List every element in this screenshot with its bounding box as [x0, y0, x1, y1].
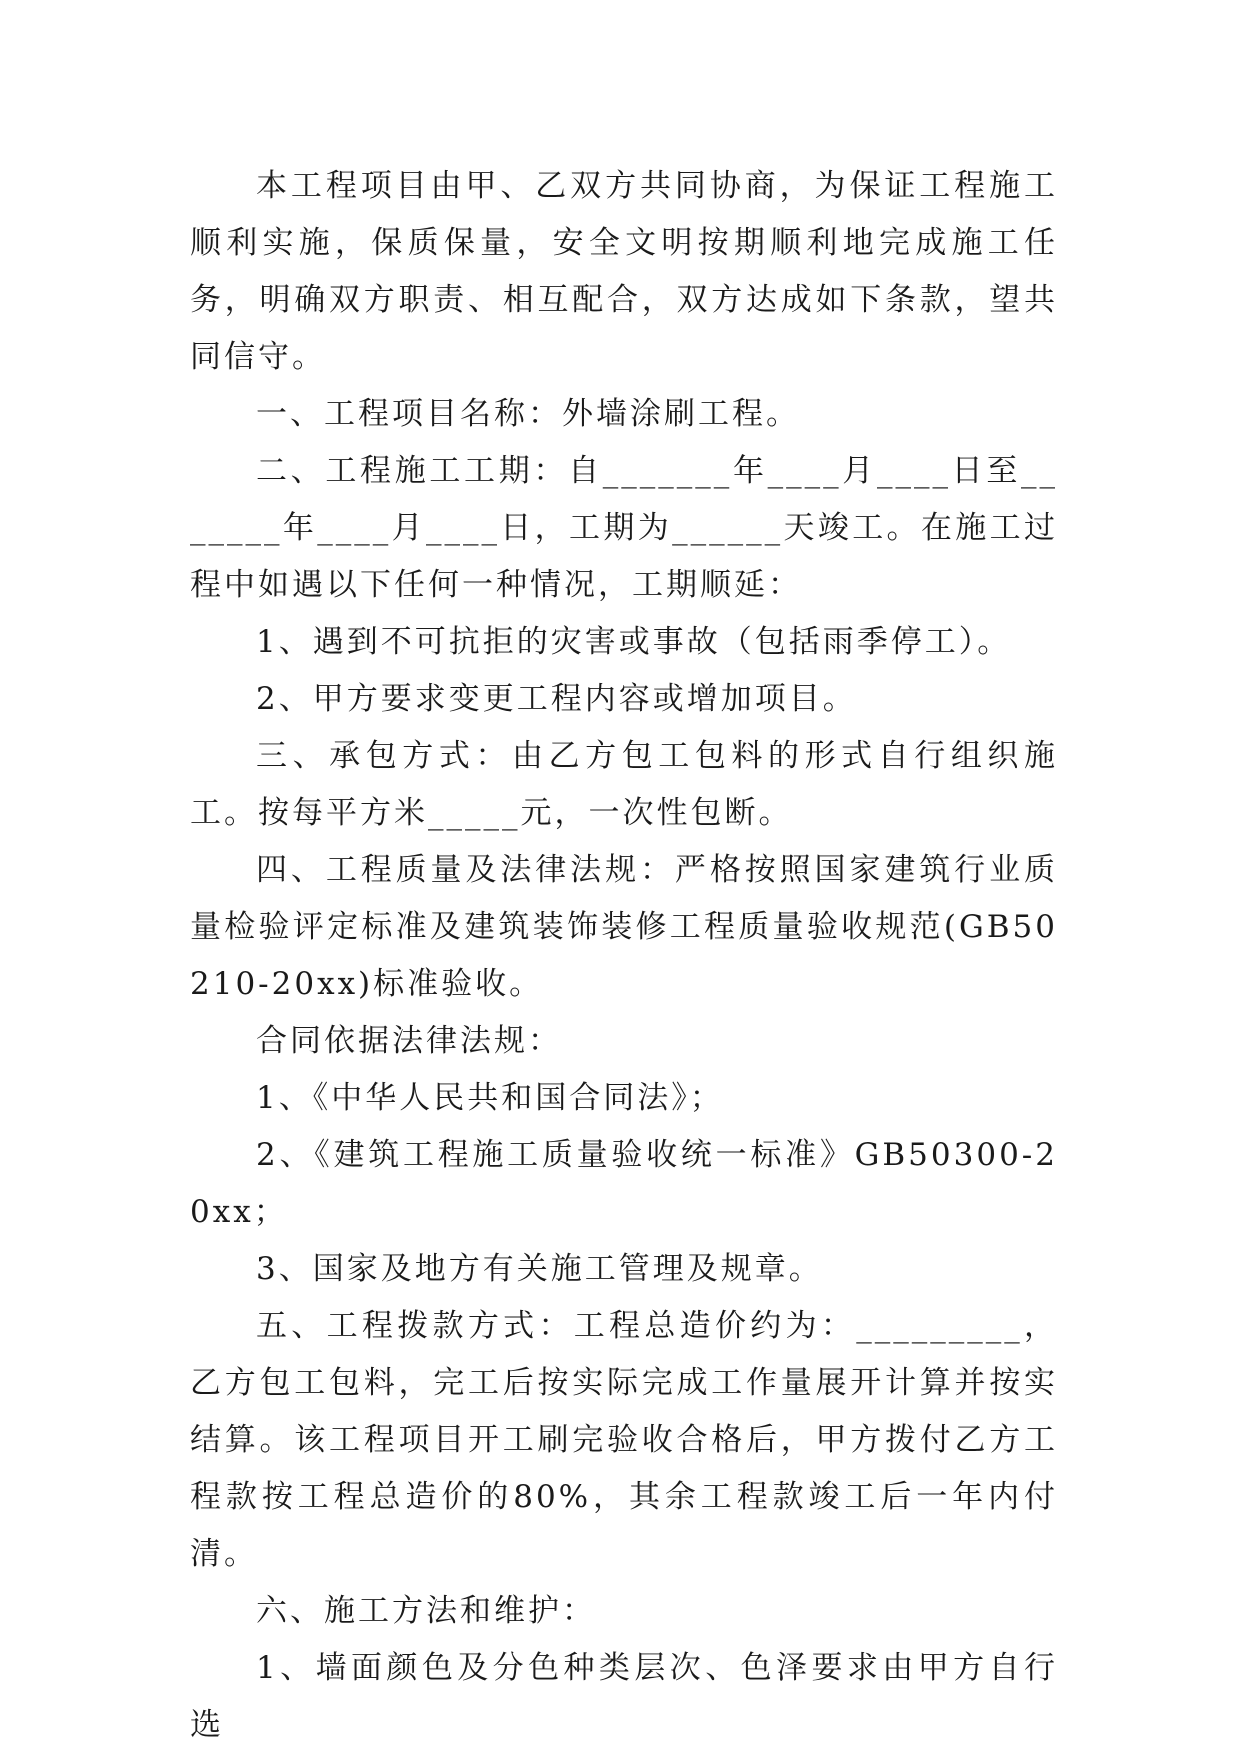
paragraph-construction-item-1: 1、墙面颜色及分色种类层次、色泽要求由甲方自行选 [190, 1650, 1058, 1743]
paragraph-legal-basis-heading: 合同依据法律法规： [256, 1023, 562, 1059]
paragraph-quality-standards: 四、工程质量及法律法规：严格按照国家建筑行业质量检验评定标准及建筑装饰装修工程质量验收规范(GB50210-20xx)标准验收。 [190, 852, 1058, 1002]
paragraph-delay-item-1: 1、遇到不可抗拒的灾害或事故（包括雨季停工）。 [256, 624, 1012, 660]
paragraph-construction-period: 二、工程施工工期：自_______年____月____日至_______年____月____日，工期为______天竣工。在施工过程中如遇以下任何一种情况，工期顺延： [190, 453, 1058, 603]
paragraph-legal-basis-1: 1、《中华人民共和国合同法》； [256, 1080, 724, 1116]
paragraph-construction-heading: 六、施工方法和维护： [256, 1593, 596, 1629]
paragraph-legal-basis-2: 2、《建筑工程施工质量验收统一标准》GB50300-20xx； [190, 1137, 1058, 1230]
paragraph-legal-basis-3: 3、国家及地方有关施工管理及规章。 [256, 1251, 823, 1287]
document-body [190, 158, 1058, 1754]
paragraph-delay-item-2: 2、甲方要求变更工程内容或增加项目。 [256, 681, 857, 717]
paragraph-intro: 本工程项目由甲、乙双方共同协商，为保证工程施工顺利实施，保质保量，安全文明按期顺利地完成施工任务，明确双方职责、相互配合，双方达成如下条款，望共同信守。 [190, 168, 1058, 375]
paragraph-payment-method: 五、工程拨款方式：工程总造价约为：_________，乙方包工包料，完工后按实际完成工作量展开计算并按实结算。该工程项目开工刷完验收合格后，甲方拨付乙方工程款按工程总造价的80%，其余工程款竣工后一年内付清。 [190, 1308, 1058, 1572]
paragraph-contract-method: 三、承包方式：由乙方包工包料的形式自行组织施工。按每平方米_____元，一次性包断。 [190, 738, 1058, 831]
paragraph-project-name: 一、工程项目名称：外墙涂刷工程。 [256, 396, 800, 432]
